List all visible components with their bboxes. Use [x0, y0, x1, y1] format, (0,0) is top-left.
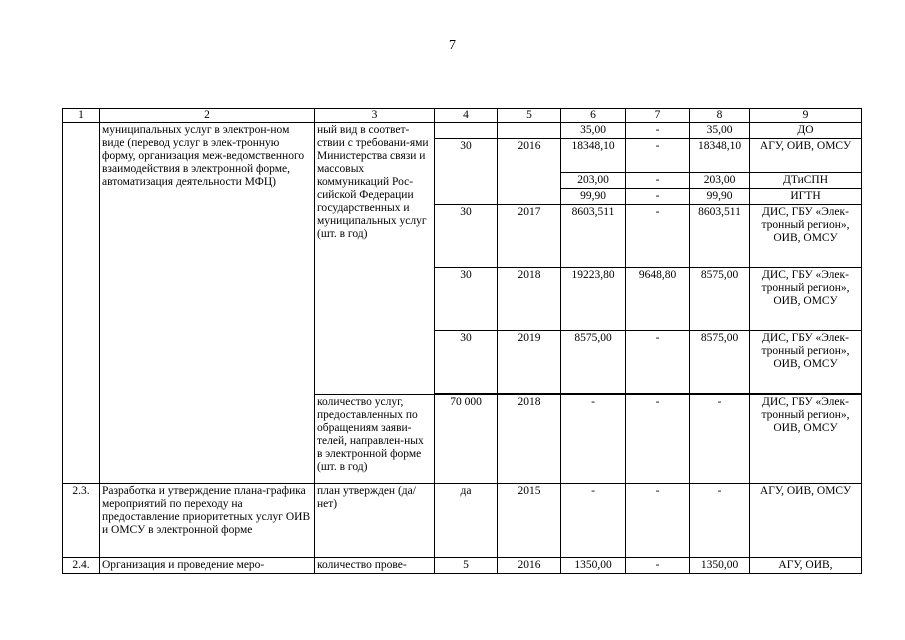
target-value-cell: 5: [435, 558, 498, 574]
executor-cell: ДО: [750, 123, 862, 139]
funding-cell: -: [690, 484, 750, 558]
indicator-cell: ный вид в соответ-ствии с требовани-ями Министерства связи и массовых коммуникаций Рос-сийской Федерации государственных и муниципальных услуг (шт. в год): [315, 123, 435, 395]
total-cell: 35,00: [561, 123, 626, 139]
measures-table: [62, 108, 862, 574]
executor-cell: ДТиСПН: [750, 173, 862, 189]
year-cell: 2015: [498, 484, 561, 558]
funding-cell: -: [626, 484, 690, 558]
page-number: 7: [449, 38, 456, 53]
funding-cell: -: [626, 395, 690, 484]
measure-name-cell: Организация и проведение меро-: [100, 558, 315, 574]
table-row: [63, 558, 862, 574]
funding-cell: 9648,80: [626, 268, 690, 331]
target-value-cell: 30: [435, 268, 498, 331]
year-cell: [498, 123, 561, 139]
year-cell: 2019: [498, 331, 561, 394]
measure-name-cell: Разработка и утверждение плана-графика мероприятий по переходу на предоставление приоритетных услуг ОИВ и ОМСУ в электронной форме: [100, 484, 315, 558]
executor-cell: ДИС, ГБУ «Элек-тронный регион», ОИВ, ОМСУ: [750, 268, 862, 331]
target-value-cell: 70 000: [435, 395, 498, 484]
row-number-cell: 2.4.: [63, 558, 100, 574]
funding-cell: 8603,511: [690, 205, 750, 268]
executor-cell: АГУ, ОИВ,: [750, 558, 862, 574]
target-value-cell: да: [435, 484, 498, 558]
funding-cell: 99,90: [690, 189, 750, 205]
funding-cell: -: [626, 189, 690, 205]
target-value-cell: 30: [435, 331, 498, 394]
total-cell: 8603,511: [561, 205, 626, 268]
header-cell: 4: [435, 109, 498, 123]
funding-cell: 1350,00: [690, 558, 750, 574]
target-value-cell: [435, 123, 498, 139]
header-cell: 3: [315, 109, 435, 123]
total-cell: 18348,10: [561, 139, 626, 173]
funding-cell: -: [626, 558, 690, 574]
row-number-cell: [63, 123, 100, 484]
executor-cell: ДИС, ГБУ «Элек-тронный регион», ОИВ, ОМСУ: [750, 331, 862, 394]
executor-cell: АГУ, ОИВ, ОМСУ: [750, 484, 862, 558]
total-cell: 203,00: [561, 173, 626, 189]
header-cell: 9: [750, 109, 862, 123]
year-cell: 2016: [498, 139, 561, 205]
year-cell: 2017: [498, 205, 561, 268]
total-cell: 99,90: [561, 189, 626, 205]
funding-cell: -: [626, 123, 690, 139]
total-cell: 1350,00: [561, 558, 626, 574]
table-row: [63, 123, 862, 139]
year-cell: 2016: [498, 558, 561, 574]
funding-cell: 8575,00: [690, 331, 750, 394]
table-row: [63, 484, 862, 558]
indicator-cell: количество услуг, предоставленных по обращениям заяви-телей, направлен-ных в электронной форме (шт. в год): [315, 395, 435, 484]
header-cell: 8: [690, 109, 750, 123]
header-row: [63, 109, 862, 123]
funding-cell: 35,00: [690, 123, 750, 139]
target-value-cell: 30: [435, 205, 498, 268]
funding-cell: 203,00: [690, 173, 750, 189]
executor-cell: ДИС, ГБУ «Элек-тронный регион», ОИВ, ОМСУ: [750, 205, 862, 268]
target-value-cell: 30: [435, 139, 498, 205]
funding-cell: -: [690, 395, 750, 484]
funding-cell: -: [626, 331, 690, 394]
executor-cell: ДИС, ГБУ «Элек-тронный регион», ОИВ, ОМСУ: [750, 395, 862, 484]
header-cell: 7: [626, 109, 690, 123]
total-cell: 8575,00: [561, 331, 626, 394]
header-cell: 5: [498, 109, 561, 123]
header-cell: 1: [63, 109, 100, 123]
year-cell: 2018: [498, 268, 561, 331]
funding-cell: 8575,00: [690, 268, 750, 331]
funding-cell: 18348,10: [690, 139, 750, 173]
header-cell: 6: [561, 109, 626, 123]
header-cell: 2: [100, 109, 315, 123]
funding-cell: -: [626, 139, 690, 173]
indicator-cell: количество прове-: [315, 558, 435, 574]
executor-cell: ИГТН: [750, 189, 862, 205]
year-cell: 2018: [498, 395, 561, 484]
total-cell: -: [561, 484, 626, 558]
measure-name-cell: муниципальных услуг в электрон-ном виде (перевод услуг в элек-тронную форму, организация меж-ведомственного взаимодействия в электронной форме, автоматизация деятельности МФЦ): [100, 123, 315, 484]
row-number-cell: 2.3.: [63, 484, 100, 558]
indicator-cell: план утвержден (да/ нет): [315, 484, 435, 558]
total-cell: 19223,80: [561, 268, 626, 331]
funding-cell: -: [626, 173, 690, 189]
executor-cell: АГУ, ОИВ, ОМСУ: [750, 139, 862, 173]
funding-cell: -: [626, 205, 690, 268]
total-cell: -: [561, 395, 626, 484]
